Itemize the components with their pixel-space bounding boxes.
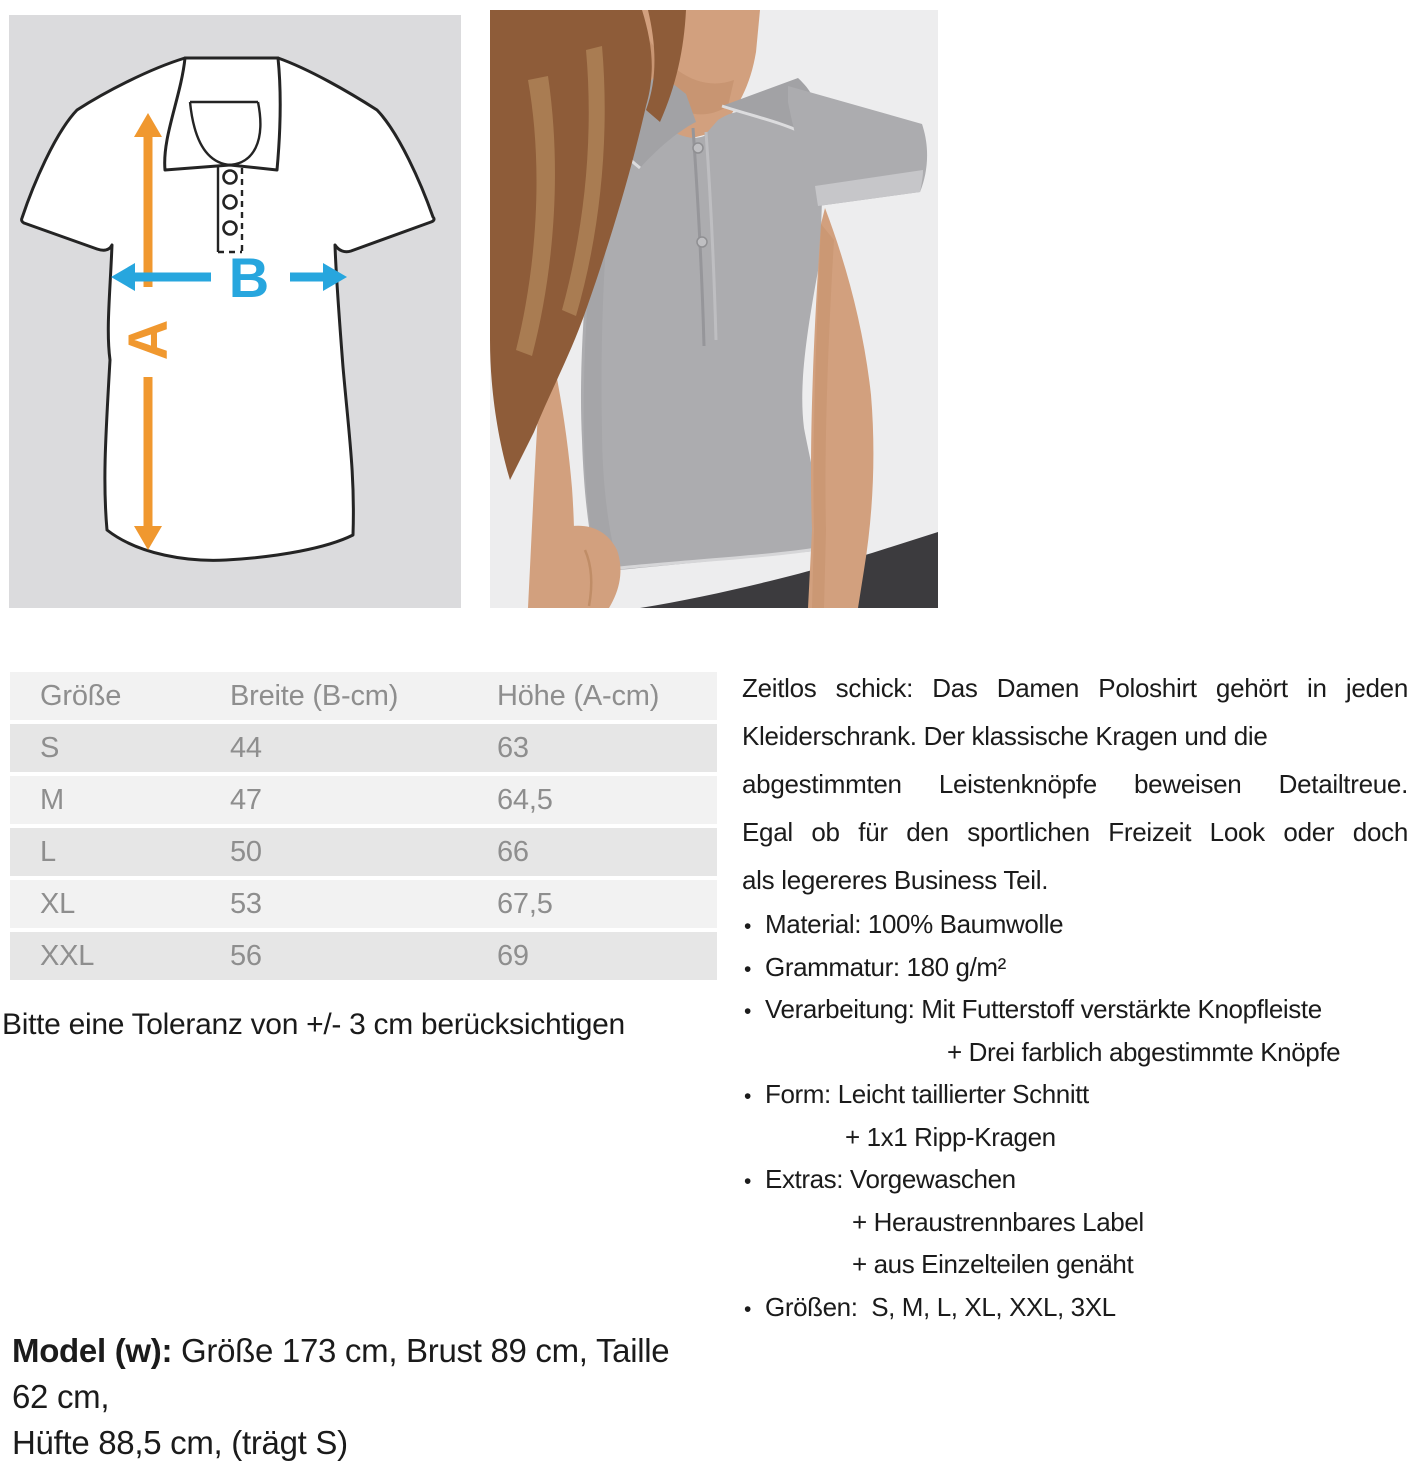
feature-text: Extras: Vorgewaschen [765, 1164, 1016, 1194]
cell-width: 50 [230, 836, 262, 868]
cell-height: 63 [497, 732, 529, 764]
button-3 [224, 222, 237, 235]
cell-size: S [40, 732, 60, 764]
table-row [10, 776, 717, 824]
cell-height: 67,5 [497, 888, 553, 920]
table-row [10, 828, 717, 876]
model-photo [490, 10, 938, 608]
cell-width: 47 [230, 784, 262, 816]
size-diagram [9, 15, 461, 608]
model-photo-illustration [490, 10, 938, 608]
feature-text: + aus Einzelteilen genäht [852, 1249, 1134, 1279]
cell-width: 53 [230, 888, 262, 920]
size-table [10, 672, 717, 980]
feature-list [742, 903, 1413, 1328]
description-line: abgestimmten Leistenknöpfe beweisen Detailtreue. [742, 769, 1408, 799]
label-A: A [116, 319, 179, 361]
photo-button-2 [697, 237, 707, 247]
col-header-height: Höhe (A-cm) [497, 680, 660, 712]
feature-item [742, 1073, 1413, 1116]
cell-size: XXL [40, 940, 95, 972]
col-header-width: Breite (B-cm) [230, 680, 399, 712]
label-B: B [228, 246, 270, 309]
cell-height: 64,5 [497, 784, 553, 816]
feature-item-continuation [742, 1243, 1413, 1286]
description-line: Zeitlos schick: Das Damen Poloshirt gehört in jeden [742, 673, 1408, 703]
polo-outline-drawing [9, 15, 461, 608]
feature-item [742, 1158, 1413, 1201]
cell-size: M [40, 784, 64, 816]
feature-item [742, 946, 1413, 989]
cell-height: 69 [497, 940, 529, 972]
feature-text: Größen: S, M, L, XL, XXL, 3XL [765, 1291, 1116, 1322]
feature-text: + Heraustrennbares Label [852, 1206, 1144, 1237]
bullet-icon: • [744, 1000, 751, 1023]
bullet-icon: • [744, 915, 751, 938]
bullet-icon: • [744, 1170, 751, 1193]
size-table-header [10, 672, 717, 720]
feature-item [742, 903, 1413, 946]
model-info-measurements: Größe 173 cm, Brust 89 cm, Taille 62 cm, [12, 1332, 670, 1415]
feature-text: Material: 100% Baumwolle [765, 909, 1064, 939]
bullet-icon: • [744, 1085, 751, 1108]
description-line: Egal ob für den sportlichen Freizeit Look oder doch [742, 817, 1408, 847]
model-info [12, 1328, 712, 1466]
photo-button-1 [693, 143, 703, 153]
table-row [10, 724, 717, 772]
table-row [10, 880, 717, 928]
cell-width: 56 [230, 940, 262, 972]
feature-text: Grammatur: 180 g/m² [765, 951, 1006, 982]
button-2 [224, 196, 237, 209]
feature-text: + Drei farblich abgestimmte Knöpfe [947, 1036, 1341, 1067]
feature-text: Form: Leicht taillierter Schnitt [765, 1079, 1089, 1109]
description-line: Kleiderschrank. Der klassische Kragen und die [742, 721, 1268, 751]
model-info-line2: Hüfte 88,5 cm, (trägt S) [12, 1424, 348, 1461]
feature-item-continuation [742, 1116, 1413, 1159]
product-description [742, 664, 1408, 904]
bullet-icon: • [744, 957, 751, 981]
tolerance-note: Bitte eine Toleranz von +/- 3 cm berücksichtigen [2, 1008, 625, 1041]
feature-item [742, 988, 1413, 1031]
feature-item-continuation [742, 1201, 1413, 1244]
model-info-line1 [12, 1328, 712, 1420]
feature-text: Verarbeitung: Mit Futterstoff verstärkte Knopfleiste [765, 994, 1322, 1024]
description-line: als legereres Business Teil. [742, 865, 1049, 895]
cell-height: 66 [497, 836, 529, 868]
cell-width: 44 [230, 732, 262, 764]
bullet-icon: • [744, 1297, 751, 1321]
table-row [10, 932, 717, 980]
feature-text: + 1x1 Ripp-Kragen [845, 1121, 1056, 1152]
col-header-size: Größe [40, 680, 122, 712]
collar [165, 58, 281, 170]
button-1 [224, 171, 237, 184]
cell-size: L [40, 836, 56, 868]
feature-item-continuation [742, 1031, 1413, 1074]
feature-item [742, 1286, 1413, 1329]
cell-size: XL [40, 888, 76, 920]
model-info-label: Model (w): [12, 1332, 173, 1369]
